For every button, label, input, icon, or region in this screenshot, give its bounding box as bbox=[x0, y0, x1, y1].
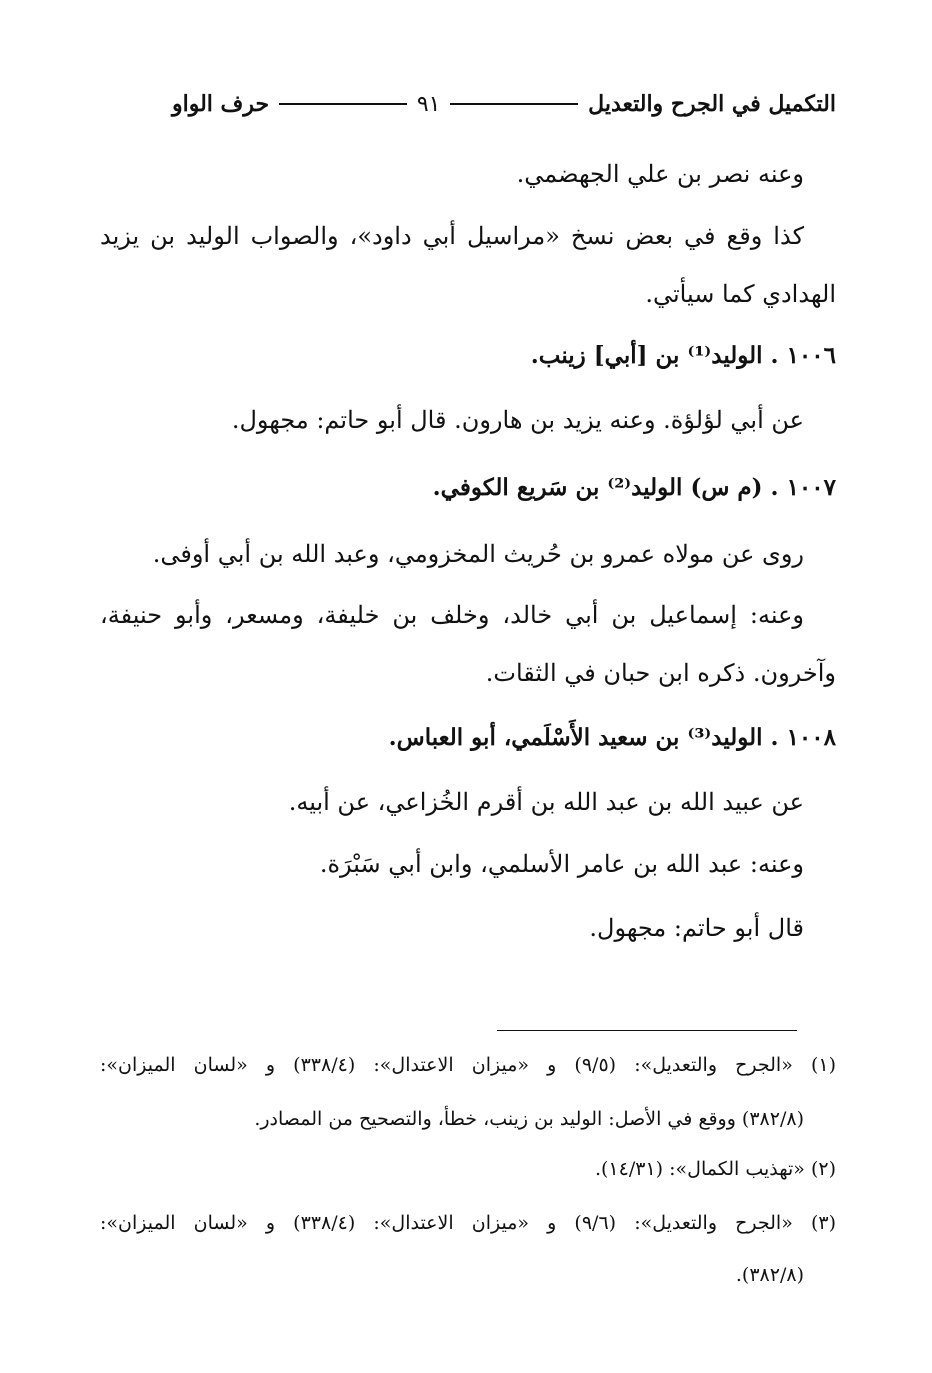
body-line: وعنه نصر بن علي الجهضمي. bbox=[516, 160, 804, 188]
entry-heading-1008: ١٠٠٨ . الوليد⁽³⁾ بن سعيد الأَسْلَمي، أبو العباس. bbox=[388, 724, 836, 751]
entry-heading-1006: ١٠٠٦ . الوليد⁽¹⁾ بن [أبي] زينب. bbox=[530, 342, 836, 369]
footnote-2: (٢) «تهذيب الكمال»: (١٤/٣١). bbox=[594, 1158, 836, 1180]
body-line: وآخرون. ذكره ابن حبان في الثقات. bbox=[485, 659, 836, 687]
body-line: وعنه: عبد الله بن عامر الأسلمي، وابن أبي سَبْرَة. bbox=[319, 850, 804, 878]
body-line: عن عبيد الله بن عبد الله بن أقرم الخُزاعي، عن أبيه. bbox=[288, 788, 804, 816]
book-title: التكميل في الجرح والتعديل bbox=[588, 91, 836, 117]
running-header bbox=[172, 84, 836, 124]
body-line: كذا وقع في بعض نسخ «مراسيل أبي داود»، والصواب الوليد بن يزيد bbox=[100, 222, 804, 250]
body-line: عن أبي لؤلؤة. وعنه يزيد بن هارون. قال أبو حاتم: مجهول. bbox=[231, 406, 804, 434]
body-line: روى عن مولاه عمرو بن حُريث المخزومي، وعبد الله بن أبي أوفى. bbox=[152, 540, 804, 568]
footnote-divider bbox=[497, 1030, 797, 1031]
page-number: ٩١ bbox=[416, 91, 441, 117]
footnote-3-continued: (٣٨٢/٨). bbox=[735, 1264, 804, 1286]
footnote-1: (١) «الجرح والتعديل»: (٩/٥) و «ميزان الاعتدال»: (٣٣٨/٤) و «لسان الميزان»: bbox=[100, 1054, 837, 1076]
header-rule-right bbox=[450, 103, 578, 105]
header-rule-left bbox=[279, 103, 407, 105]
footnote-3: (٣) «الجرح والتعديل»: (٩/٦) و «ميزان الاعتدال»: (٣٣٨/٤) و «لسان الميزان»: bbox=[100, 1212, 837, 1234]
body-line: قال أبو حاتم: مجهول. bbox=[589, 914, 804, 942]
entry-heading-1007: ١٠٠٧ . (م س) الوليد⁽²⁾ بن سَريع الكوفي. bbox=[432, 474, 836, 501]
section-title: حرف الواو bbox=[171, 91, 270, 117]
body-line: وعنه: إسماعيل بن أبي خالد، وخلف بن خليفة، ومسعر، وأبو حنيفة، bbox=[100, 601, 804, 629]
footnote-1-continued: (٣٨٢/٨) ووقع في الأصل: الوليد بن زينب، خطأ، والتصحيح من المصادر. bbox=[254, 1108, 804, 1130]
body-line: الهدادي كما سيأتي. bbox=[645, 280, 836, 308]
